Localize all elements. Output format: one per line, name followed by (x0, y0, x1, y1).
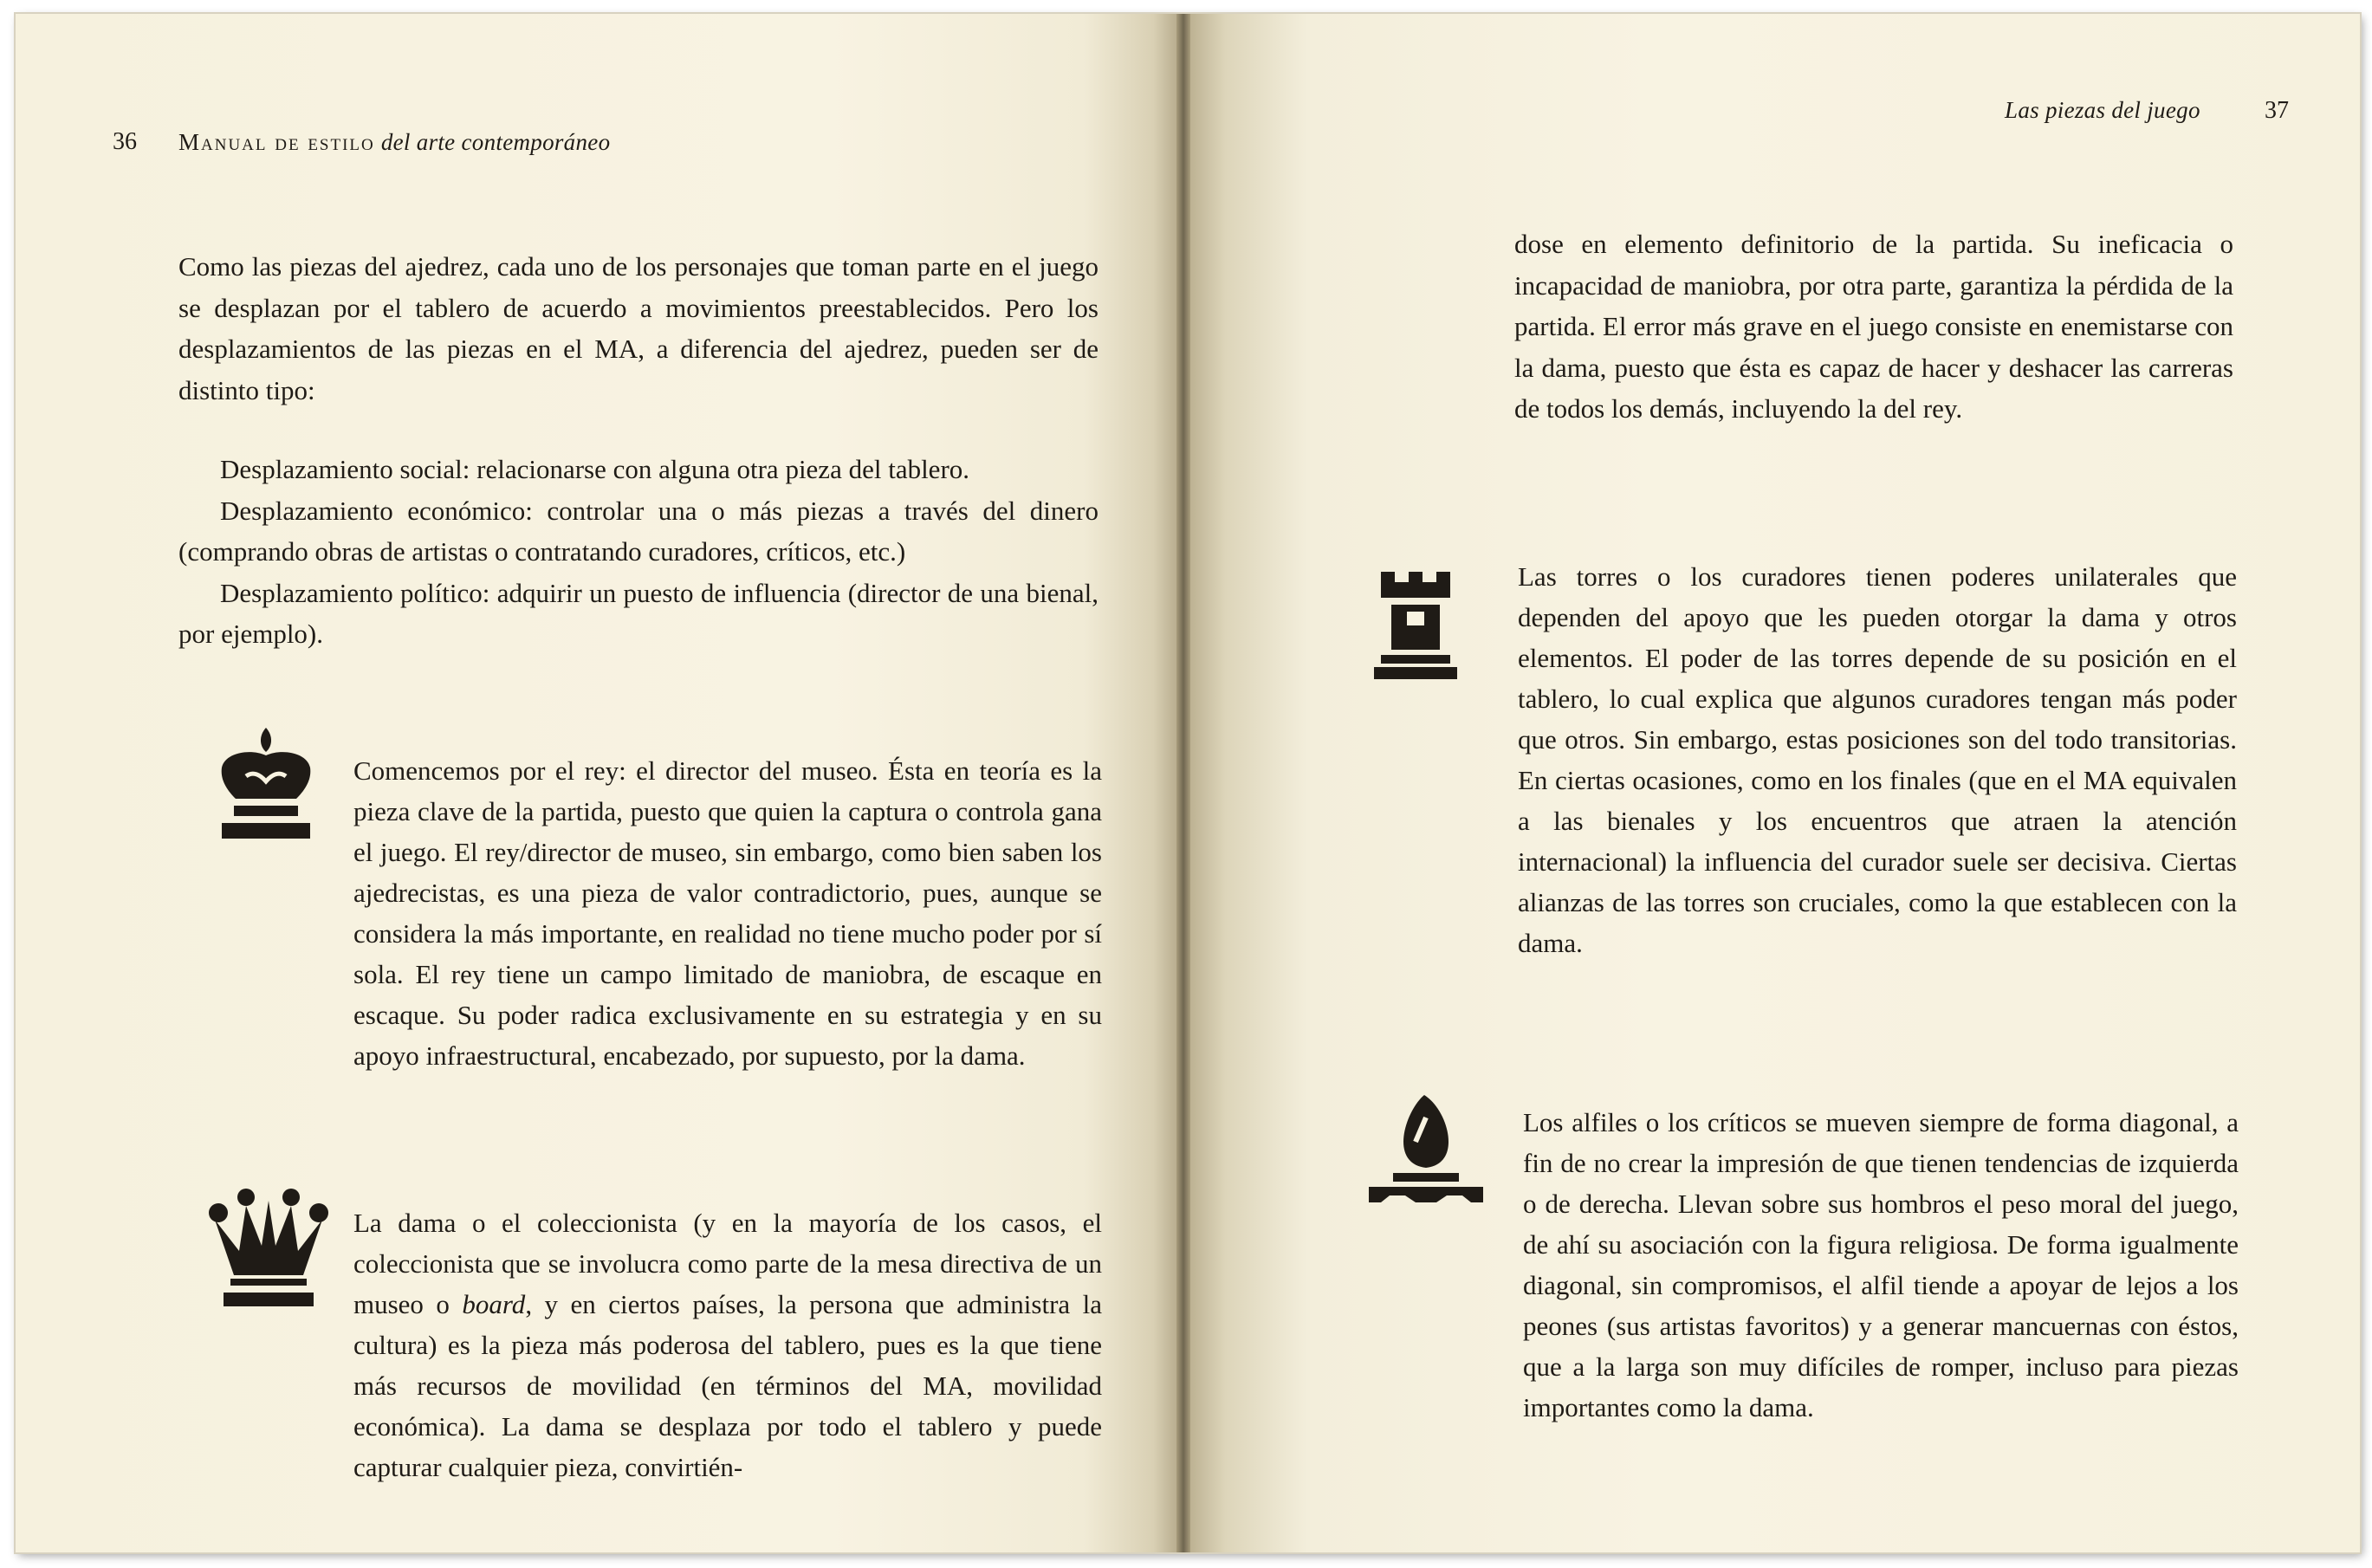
rook-paragraph (1518, 556, 2237, 963)
movement-list (178, 449, 1099, 655)
movement-social: Desplazamiento social: relacionarse con alguna otra pieza del tablero. (220, 454, 970, 484)
king-paragraph (353, 750, 1102, 1076)
intro-text: Como las piezas del ajedrez, cada uno de los personajes que toman parte en el juego se desplazan por el tablero de acuerdo a movimientos preestablecidos. Pero los desplazamientos de las piezas en el MA, a diferencia del ajedrez, pueden ser de distinto tipo: (178, 251, 1099, 405)
king-text: Comencemos por el rey: el director del museo. Ésta en teoría es la pieza clave de la partida, puesto que quien la captura o controla gana el juego. El rey/director de museo, sin embargo, como bien saben los ajedrecistas, es una pieza de valor contradictorio, pues, aunque se considera la más importante, en realidad no tiene mucho poder por sí sola. El rey tiene un campo limitado de maniobra, de escaque en escaque. Su poder radica exclusivamente en su estrategia y en su apoyo infraestructural, encabezado, por supuesto, por la dama. (353, 755, 1102, 1071)
running-head-book-subtitle: del arte contemporáneo (380, 129, 611, 155)
bishop-piece-icon (1367, 1092, 1485, 1211)
book-spread (16, 14, 2360, 1552)
queen-continuation-paragraph (1514, 224, 2233, 430)
page-number-left: 36 (113, 128, 137, 155)
king-piece-icon (217, 726, 315, 846)
queen-text-part1: La dama o el coleccionista (y en la mayoría de los casos, el coleccionista que se involucra como parte de la mesa directiva de un museo o (353, 1208, 1102, 1319)
running-head-right: Las piezas del juego (2005, 97, 2200, 123)
queen-paragraph (353, 1202, 1102, 1487)
queen-continuation-text: dose en elemento definitorio de la partida. Su ineficacia o incapacidad de maniobra, por otra parte, garantiza la pérdida de la partida. El error más grave en el juego consiste en enemistarse con la dama, puesto que ésta es capaz de hacer y deshacer las carreras de todos los demás, incluyendo la del rey. (1514, 229, 2233, 424)
left-page (16, 14, 1176, 1552)
queen-piece-icon (208, 1189, 329, 1310)
intro-paragraph (178, 246, 1099, 411)
queen-text-part2: , y en ciertos países, la persona que administra la cultura) es la pieza más poderosa del tablero, pues es la que tiene más recursos de movilidad (en términos del MA, movilidad económica). La dama se desplaza por todo el tablero y puede capturar cualquier pieza, convirtién- (353, 1289, 1102, 1482)
movement-economic: Desplazamiento económico: controlar una o más piezas a través del dinero (comprando obras de artistas o contratando curadores, críticos, etc.) (178, 495, 1099, 567)
running-head-left (178, 129, 610, 156)
bishop-text: Los alfiles o los críticos se mueven siempre de forma diagonal, a fin de no crear la impresión de que tienen tendencias de izquierda o de derecha. Llevan sobre sus hombros el peso moral del juego, de ahí su asociación con la figura religiosa. De forma igualmente diagonal, sin compromisos, el alfil tiende a apoyar de lejos a los peones (sus artistas favoritos) y a generar mancuernas con éstos, que a la larga son muy difíciles de romper, incluso para piezas importantes como la dama. (1523, 1107, 2239, 1422)
rook-text: Las torres o los curadores tienen poderes unilaterales que dependen del apoyo que les pueden otorgar la dama y otros elementos. El poder de las torres depende de su posición en el tablero, lo cual explica que algunos curadores tengan más poder que otros. Sin embargo, estas posiciones son del todo transitorias. En ciertas ocasiones, como en los finales (que en el MA equivalen a las bienales y los encuentros que atraen la atención internacional) la influencia del curador suele ser decisiva. Ciertas alianzas de las torres son cruciales, como la que establecen con la dama. (1518, 561, 2237, 958)
running-head-book-title: Manual de estilo (178, 129, 375, 155)
page-number-right: 37 (2265, 97, 2289, 124)
queen-text-italic-board: board (462, 1289, 526, 1319)
movement-political: Desplazamiento político: adquirir un puesto de influencia (director de una bienal, por ejemplo). (178, 577, 1099, 649)
book-gutter (1176, 14, 1190, 1552)
bishop-paragraph (1523, 1102, 2239, 1428)
right-page (1190, 14, 2360, 1552)
rook-piece-icon (1372, 568, 1459, 681)
queen-text (353, 1202, 1102, 1487)
